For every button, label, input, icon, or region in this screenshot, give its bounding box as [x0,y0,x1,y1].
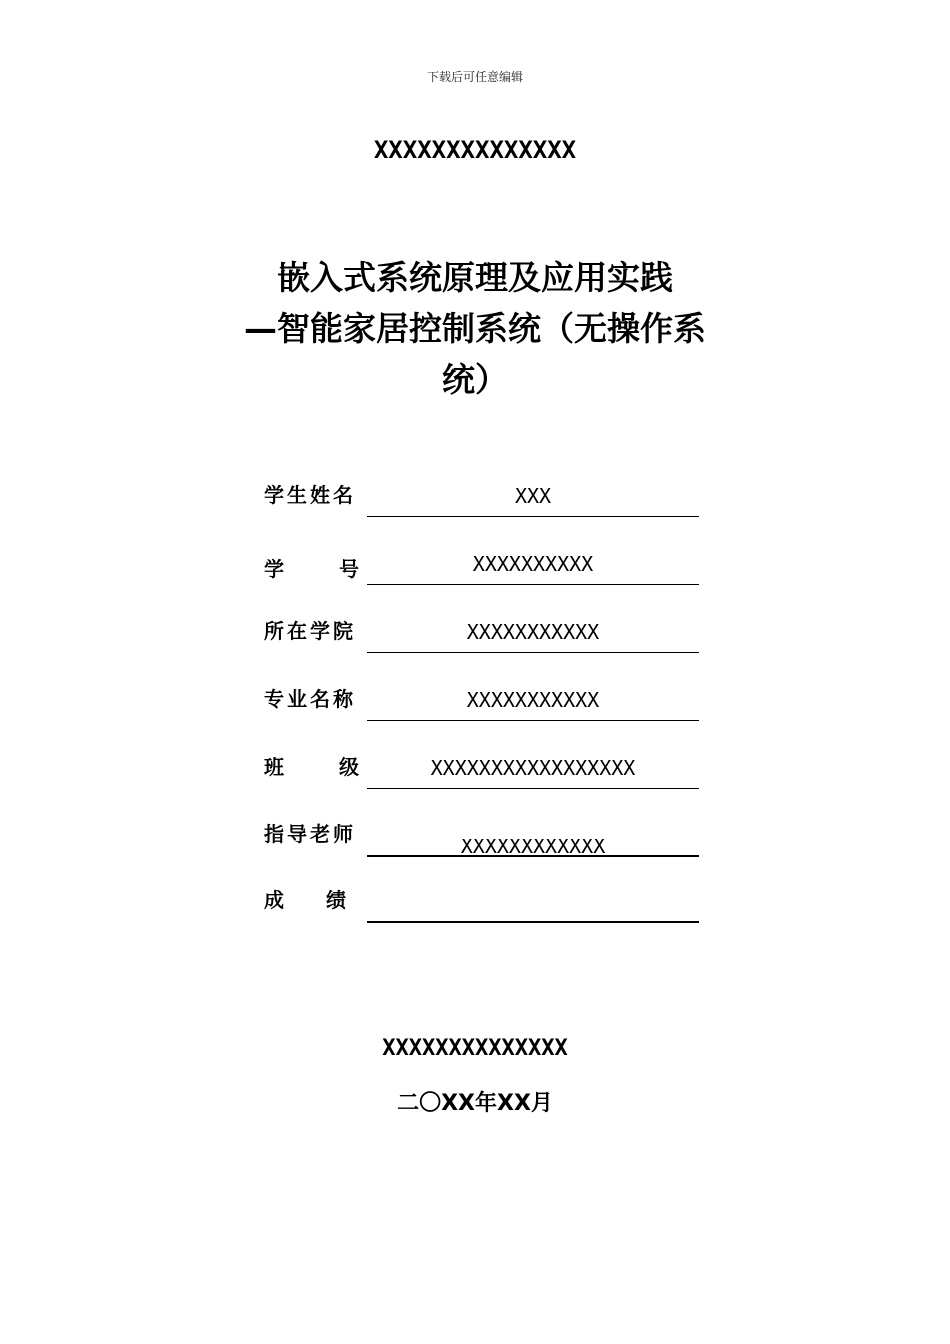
advisor-field[interactable] [367,821,699,857]
form-row-major [264,686,699,726]
major-field[interactable]: XXXXXXXXXXX [367,686,699,721]
class-label [264,754,359,780]
title-line-3: 统） [442,360,508,399]
advisor-label: 指导老师 [264,822,356,846]
student-id-field[interactable]: XXXXXXXXXX [367,550,699,585]
class-label-right: 级 [339,755,359,779]
advisor-value: XXXXXXXXXXXX [460,839,606,853]
institution-name: XXXXXXXXXXXXXX [373,136,577,164]
student-name-label: 学生姓名 [264,483,356,507]
title-line-1: 嵌入式系统原理及应用实践 [277,258,673,297]
header-note: 下载后可任意编辑 [426,70,523,84]
college-field[interactable]: XXXXXXXXXXX [367,618,699,653]
student-id-label-left: 学 [264,557,284,581]
student-id-label-right: 号 [339,557,359,581]
form-row-advisor [264,821,699,861]
grade-label-right: 绩 [326,888,346,912]
form-row-class [264,754,699,794]
form-row-college [264,618,699,658]
class-label-left: 班 [264,755,284,779]
form-row-grade [264,887,699,927]
title-line-2: —智能家居控制系统（无操作系 [244,309,706,348]
grade-label [264,887,346,913]
student-id-label [264,556,359,582]
grade-field[interactable] [367,887,699,923]
footer-date: 二〇XX年XX月 [397,1091,553,1116]
grade-label-left: 成 [264,888,284,912]
form-row-student-id [264,550,699,590]
college-label: 所在学院 [264,619,356,643]
class-field[interactable]: XXXXXXXXXXXXXXXXX [367,754,699,789]
student-name-field[interactable]: XXX [367,482,699,517]
footer-organization: XXXXXXXXXXXXXX [382,1036,568,1061]
major-label: 专业名称 [264,687,356,711]
document-title [205,252,745,405]
form-row-student-name [264,482,699,522]
